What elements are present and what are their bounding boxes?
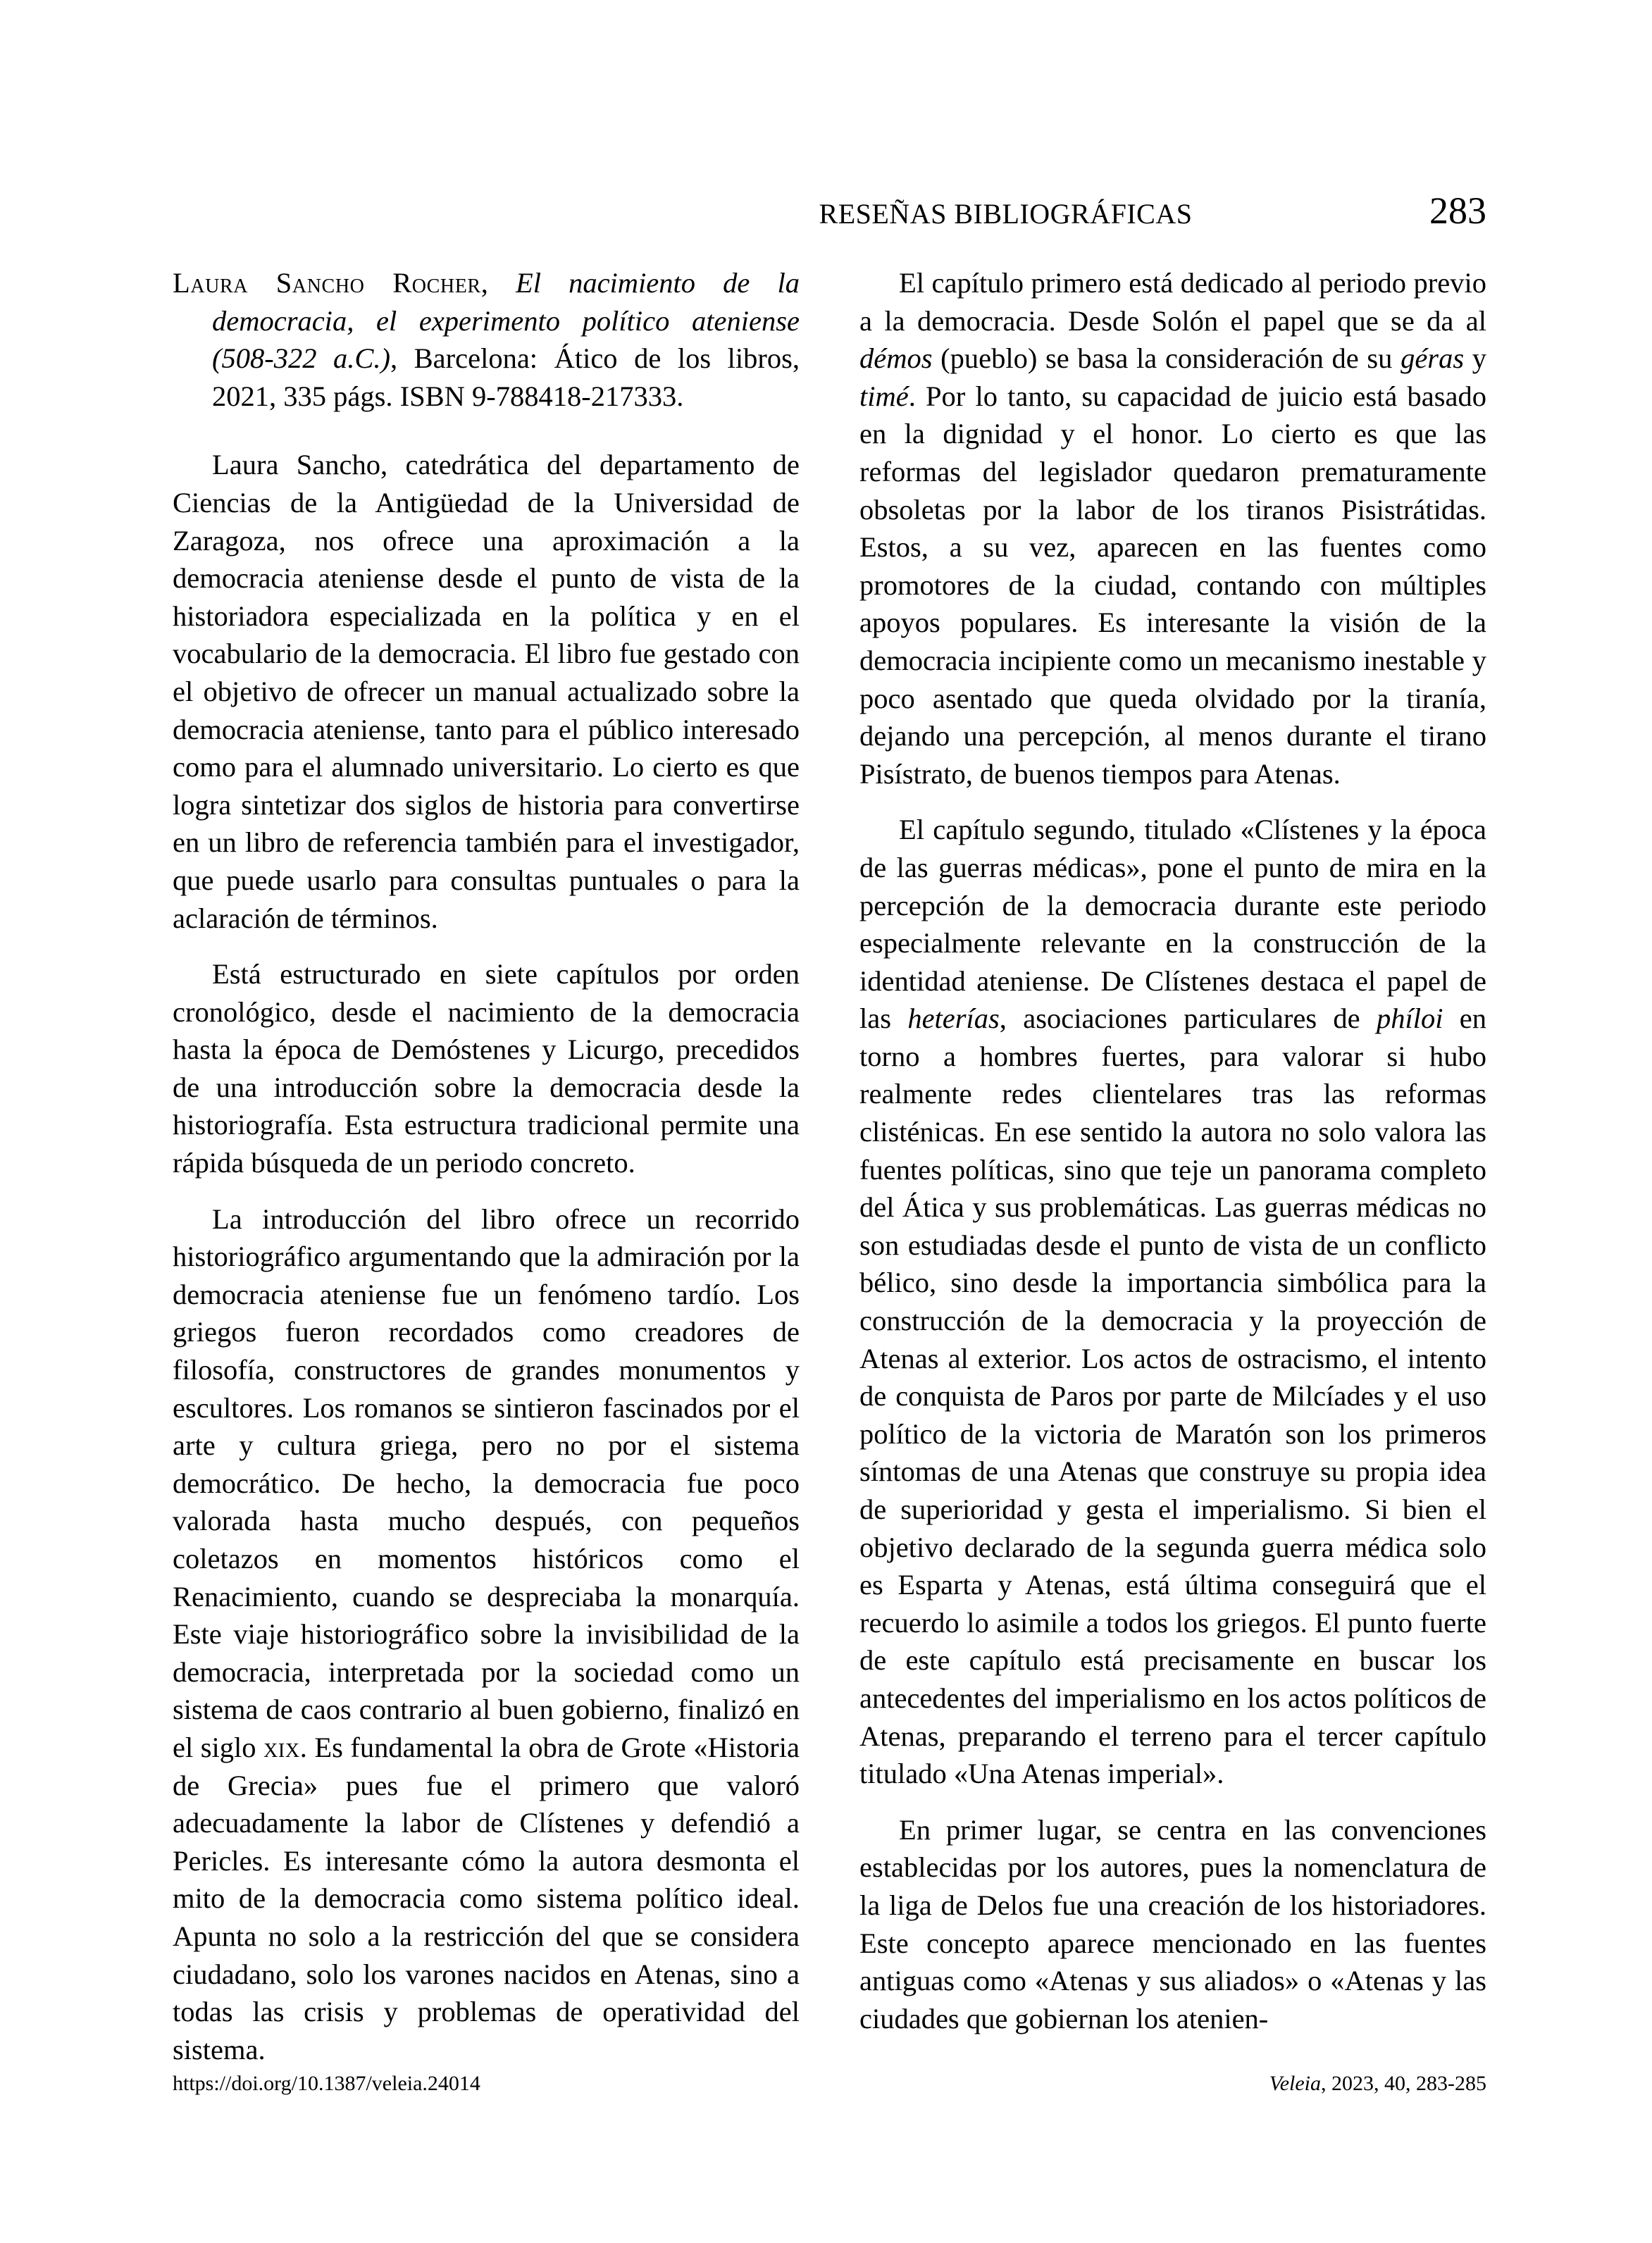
reference-title: El nacimiento de la democracia, el experimento político ateniense (508-322 a.C.) — [212, 267, 800, 375]
left-paragraph-2: Está estructurado en siete capítulos por orden cronológico, desde el nacimiento de la democracia hasta la época de Demóstenes y Licurgo, precedidos de una introducción sobre la democracia desde la historiografía. Esta estructura tradicional permite una rápida búsqueda de un periodo concreto. — [173, 958, 800, 1179]
right-paragraph-3: En primer lugar, se centra en las convenciones establecidas por los autores, pues la nomenclatura de la liga de Delos fue una creación de los historiadores. Este concepto aparece mencionado en las fuentes antiguas como «Atenas y sus aliados» o «Atenas y las ciudades que gobiernan los atenien- — [859, 1813, 1486, 2034]
bibliographic-reference — [173, 264, 800, 415]
right-paragraph-2 — [859, 811, 1486, 1792]
left-paragraph-3-part1: La introducción del libro ofrece un recorrido historiográfico argumentando que la admiración por la democracia ateniense fue un fenómeno tardío. Los griegos fueron recordados como creadores de filosofía, constructores de grandes monumentos y escultores. Los romanos se sintieron fascinados por el arte y cultura griega, pero no por el sistema democrático. De hecho, la democracia fue poco valorada hasta mucho después, con pequeños coletazos en momentos históricos como el Renacimiento, cuando se despreciaba la monarquía. Este viaje historiográfico sobre la invisibilidad de la democracia, interpretada por la sociedad como un sistema de caos contrario al buen gobierno, finalizó en el siglo — [173, 1203, 800, 1763]
page-number: 283 — [1429, 189, 1486, 232]
right-p1-part2: (pueblo) se basa la consideración de su — [932, 342, 1401, 375]
reference-separator: , — [480, 267, 516, 299]
doi-link[interactable]: https://doi.org/10.1387/veleia.24014 — [173, 2072, 480, 2095]
right-column — [859, 264, 1486, 2034]
term-philoi: phíloi — [1376, 1002, 1443, 1035]
century-small-caps: xix — [263, 1731, 300, 1763]
two-column-body — [173, 264, 1486, 2065]
left-paragraph-3 — [173, 1200, 800, 2069]
journal-citation-rest: , 2023, 40, 283-285 — [1321, 2072, 1486, 2095]
term-time: timé — [859, 380, 909, 412]
journal-name: Veleia — [1269, 2072, 1321, 2095]
right-p1-part3: y — [1464, 342, 1486, 375]
journal-citation — [1269, 2071, 1486, 2096]
right-p1-part1: El capítulo primero está dedicado al periodo previo a la democracia. Desde Solón el papel que se da al — [859, 267, 1486, 337]
running-head — [173, 189, 1486, 241]
term-demos: démos — [859, 342, 933, 375]
right-p2-part2: , asociaciones particulares de — [999, 1002, 1377, 1035]
reference-author: Laura Sancho Rocher — [173, 267, 481, 299]
right-p2-part3: en torno a hombres fuertes, para valorar si hubo realmente redes clientelares tras las reformas clisténicas. En ese sentido la autora no solo valora las fuentes políticas, sino que teje un panorama completo del Ática y sus problemáticas. Las guerras médicas no son estudiadas desde el punto de vista de un conflicto bélico, sino desde la importancia simbólica para la construcción de la democracia y la proyección de Atenas al exterior. Los actos de ostracismo, el intento de conquista de Paros por parte de Milcíades y el uso político de la victoria de Maratón son los primeros síntomas de una Atenas que construye su propia idea de superioridad y gesta el imperialismo. Si bien el objetivo declarado de la segunda guerra médica solo es Esparta y Atenas, está última conseguirá que el recuerdo lo asimile a todos los griegos. El punto fuerte de este capítulo está precisamente en buscar los antecedentes del imperialismo en los actos políticos de Atenas, preparando el terreno para el tercer capítulo titulado «Una Atenas imperial». — [859, 1002, 1486, 1790]
right-p1-part4: . Por lo tanto, su capacidad de juicio está basado en la dignidad y el honor. Lo cierto es que las reformas del legislador quedaron prematuramente obsoletas por la labor de los tiranos Pisistrátidas. Estos, a su vez, aparecen en las fuentes como promotores de la ciudad, contando con múltiples apoyos populares. Es interesante la visión de la democracia incipiente como un mecanismo inestable y poco asentado que queda olvidado por la tiranía, dejando una percepción, al menos durante el tirano Pisístrato, de buenos tiempos para Atenas. — [859, 380, 1486, 790]
running-head-title: RESEÑAS BIBLIOGRÁFICAS — [819, 198, 1193, 230]
term-heterias: heterías — [907, 1002, 1000, 1035]
right-p2-part1: El capítulo segundo, titulado «Clístenes y la época de las guerras médicas», pone el punto de mira en la percepción de la democracia durante este periodo especialmente relevante en la construcción de la identidad ateniense. De Clístenes destaca el papel de las — [859, 814, 1486, 1035]
right-paragraph-1 — [859, 264, 1486, 793]
left-paragraph-1: Laura Sancho, catedrática del departamento de Ciencias de la Antigüedad de la Universidad de Zaragoza, nos ofrece una aproximación a la democracia ateniense desde el punto de vista de la historiadora especializada en la política y en el vocabulario de la democracia. El libro fue gestado con el objetivo de ofrecer un manual actualizado sobre la democracia ateniense, tanto para el público interesado como para el alumnado universitario. Lo cierto es que logra sintetizar dos siglos de historia para convertirse en un libro de referencia también para el investigador, que puede usarlo para consultas puntuales o para la aclaración de términos. — [173, 449, 800, 934]
term-geras: géras — [1401, 342, 1465, 375]
left-paragraph-3-part2: . Es fundamental la obra de Grote «Historia de Grecia» pues fue el primero que valoró adecuadamente la labor de Clístenes y defendió a Pericles. Es interesante cómo la autora desmonta el mito de la democracia como sistema político ideal. Apunta no solo a la restricción del que se considera ciudadano, solo los varones nacidos en Atenas, sino a todas las crisis y problemas de operatividad del sistema. — [173, 1731, 800, 2065]
page-footer — [173, 2071, 1486, 2096]
left-column — [173, 264, 800, 2065]
reference-publication: , Barcelona: Ático de los libros, 2021, 335 págs. ISBN 9-788418-217333. — [212, 342, 800, 412]
